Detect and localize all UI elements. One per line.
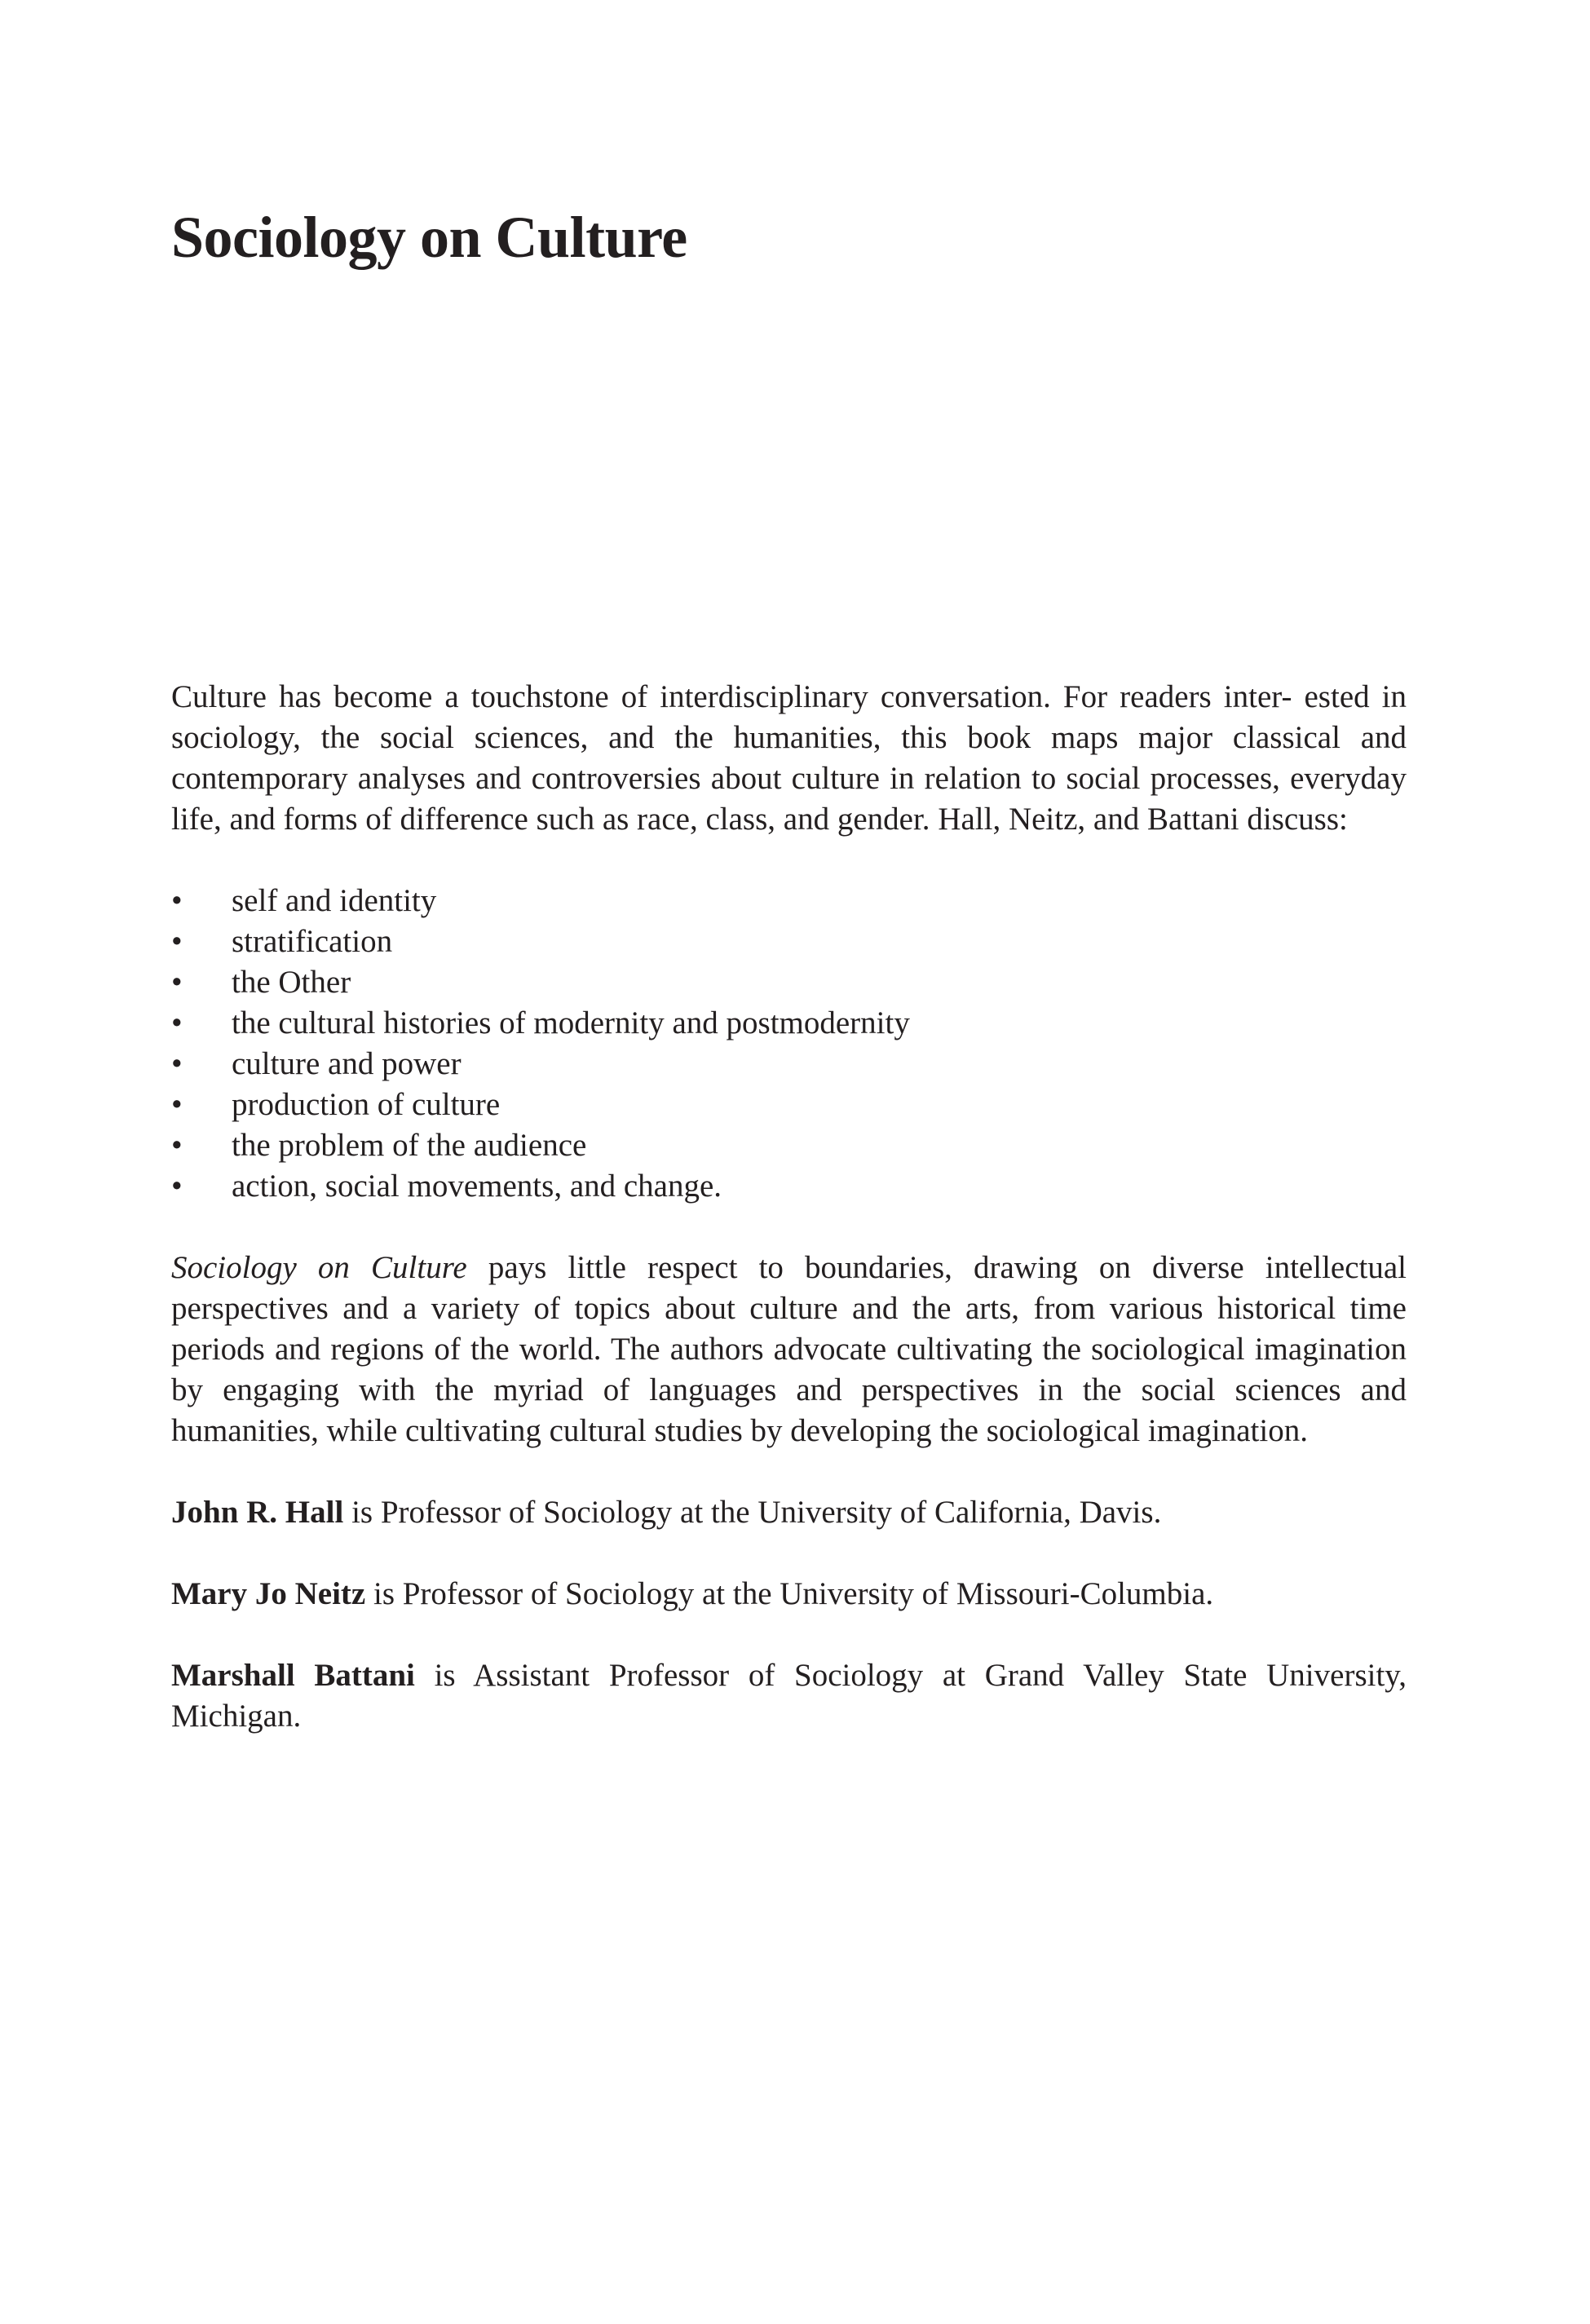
list-item bbox=[171, 1044, 1407, 1085]
bullet-icon: • bbox=[171, 1005, 183, 1040]
author-bio-text: is Professor of Sociology at the University of Missouri-Columbia. bbox=[365, 1576, 1214, 1611]
author-bio-text: is Assistant Professor of Sociology at Grand Valley State University, Michigan. bbox=[171, 1658, 1407, 1734]
bullet-icon: • bbox=[171, 965, 183, 1000]
topics-list bbox=[171, 881, 1407, 1207]
topic-text: production of culture bbox=[232, 1087, 501, 1122]
description-text: pays little respect to boundaries, drawing on diverse intellectual perspectives and a variety of topics about culture and the arts, from various historical time periods and regions of the world. The authors advocate cultivating the sociological imagination by engaging with the myriad of languages and perspectives in the social sciences and humanities, while cultivating cultural studies by developing the sociological imagination. bbox=[171, 1250, 1407, 1448]
list-item bbox=[171, 1166, 1407, 1207]
book-title-italic: Sociology on Culture bbox=[171, 1250, 467, 1285]
list-item bbox=[171, 1085, 1407, 1125]
intro-line: ested in sociology, the social sciences, and the humanities, this book maps major bbox=[171, 679, 1407, 755]
description-paragraph bbox=[171, 1248, 1407, 1451]
list-item bbox=[171, 881, 1407, 921]
topic-text: self and identity bbox=[232, 883, 437, 918]
topic-text: the cultural histories of modernity and postmodernity bbox=[232, 1005, 910, 1040]
list-item bbox=[171, 921, 1407, 962]
intro-paragraph bbox=[171, 677, 1407, 840]
intro-line: classical and contemporary analyses and controversies about culture in relation to bbox=[171, 720, 1407, 796]
intro-line: Culture has become a touchstone of interdisciplinary conversation. For readers inter- bbox=[171, 679, 1292, 714]
topic-text: the problem of the audience bbox=[232, 1128, 587, 1163]
author-name: Mary Jo Neitz bbox=[171, 1576, 366, 1611]
author-bio bbox=[171, 1492, 1407, 1533]
topic-text: action, social movements, and change. bbox=[232, 1169, 722, 1204]
list-item bbox=[171, 962, 1407, 1003]
intro-line: social processes, everyday life, and forms of difference such as race, class, and gender. bbox=[171, 761, 1407, 837]
author-name: John R. Hall bbox=[171, 1495, 344, 1530]
author-bio bbox=[171, 1655, 1407, 1737]
list-item bbox=[171, 1003, 1407, 1044]
bullet-icon: • bbox=[171, 1046, 183, 1081]
author-bio bbox=[171, 1574, 1407, 1615]
topic-text: stratification bbox=[232, 924, 393, 959]
intro-line: Hall, Neitz, and Battani discuss: bbox=[938, 802, 1348, 837]
spacer bbox=[171, 1533, 1407, 1574]
author-bio-text: is Professor of Sociology at the University of California, Davis. bbox=[343, 1495, 1162, 1530]
topic-text: the Other bbox=[232, 965, 351, 1000]
bullet-icon: • bbox=[171, 1087, 183, 1122]
topic-text: culture and power bbox=[232, 1046, 462, 1081]
page-title: Sociology on Culture bbox=[171, 205, 687, 270]
list-item bbox=[171, 1125, 1407, 1166]
bullet-icon: • bbox=[171, 883, 183, 918]
spacer bbox=[171, 1451, 1407, 1492]
bullet-icon: • bbox=[171, 924, 183, 959]
spacer bbox=[171, 1615, 1407, 1655]
bullet-icon: • bbox=[171, 1169, 183, 1204]
back-cover-content bbox=[171, 677, 1407, 1737]
author-name: Marshall Battani bbox=[171, 1658, 415, 1693]
bullet-icon: • bbox=[171, 1128, 183, 1163]
